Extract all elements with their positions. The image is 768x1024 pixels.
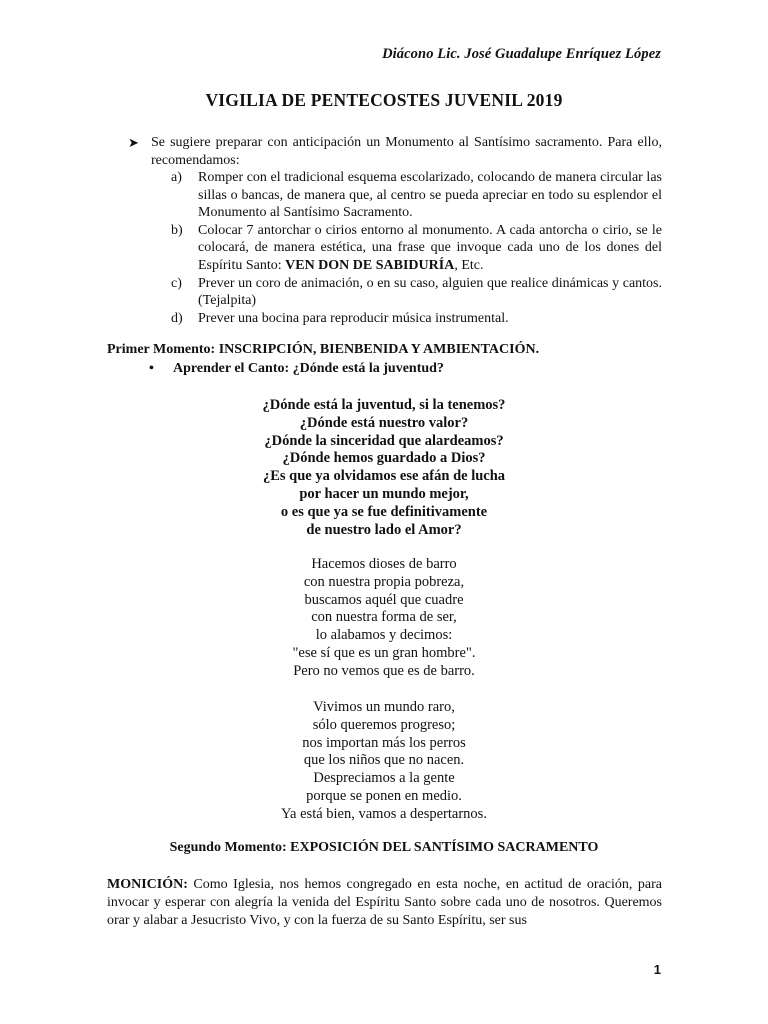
- list-item: [171, 275, 662, 310]
- list-item: [171, 310, 662, 328]
- song-line: porque se ponen en medio.: [306, 787, 462, 804]
- song-stanza-3: [0, 699, 768, 824]
- list-item-text: Prever una bocina para reproducir música instrumental.: [198, 310, 509, 326]
- moment-title: EXPOSICIÓN DEL SANTÍSIMO SACRAMENTO: [290, 840, 599, 855]
- song-line: Hacemos dioses de barro: [311, 556, 457, 572]
- song-line: Pero no vemos que es de barro.: [293, 662, 475, 679]
- list-item-text: Romper con el tradicional esquema escolarizado, colocando de manera circular las sillas o bancas, de manera que, al centro se pueda apreciar en todo su esplendor el Monumento al Santísimo Sacramento.: [198, 170, 662, 221]
- intro-text: Se sugiere preparar con anticipación un Monumento al Santísimo sacramento. Para ello, recomendamos:: [151, 135, 662, 168]
- list-marker: c): [171, 275, 182, 291]
- song-line: ¿Es que ya olvidamos ese afán de lucha: [262, 468, 506, 485]
- recommendation-list: [171, 169, 662, 327]
- song-line: con nuestra propia pobreza,: [303, 573, 465, 590]
- song-instruction-text: Aprender el Canto: ¿Dónde está la juventud?: [173, 361, 444, 376]
- song-line: ¿Dónde hemos guardado a Dios?: [282, 450, 486, 467]
- song-line: ¿Dónde está la juventud, si la tenemos?: [262, 397, 506, 413]
- monicion-text: Como Iglesia, nos hemos congregado en esta noche, en actitud de oración, para invocar y esperar con alegría la venida del Espíritu Santo sobre cada uno de nosotros. Queremos orar y alabar a Jesucristo Vivo, y con la fuerza de su Santo Espíritu, ser sus: [107, 877, 662, 929]
- moment-label: Primer Momento:: [107, 342, 219, 357]
- song-stanza-1: [0, 397, 768, 539]
- second-moment-heading: [0, 840, 768, 856]
- song-line: buscamos aquél que cuadre: [304, 591, 464, 608]
- song-line: ¿Dónde está nuestro valor?: [299, 414, 469, 431]
- document-title: VIGILIA DE PENTECOSTES JUVENIL 2019: [205, 90, 563, 110]
- arrow-bullet-icon: ➤: [128, 135, 139, 150]
- song-line: que los niños que no nacen.: [303, 752, 465, 769]
- song-line: sólo queremos progreso;: [312, 716, 456, 733]
- song-instruction: [149, 361, 444, 377]
- list-item-text: Colocar 7 antorchar o cirios entorno al monumento. A cada antorcha o cirio, se le colocará, de manera estética, una frase que invoque cada uno de los dones del Espíritu Santo:: [198, 222, 662, 273]
- first-moment-heading: [107, 342, 539, 358]
- header-author: Diácono Lic. José Guadalupe Enríquez López: [382, 46, 661, 62]
- song-line: "ese sí que es un gran hombre".: [292, 644, 476, 661]
- list-item: [171, 222, 662, 275]
- song-line: lo alabamos y decimos:: [315, 627, 453, 644]
- list-marker: d): [171, 310, 183, 326]
- moment-title: INSCRIPCIÓN, BIENBENIDA Y AMBIENTACIÓN.: [218, 342, 540, 357]
- moment-label: Segundo Momento:: [169, 840, 291, 855]
- list-item-text-end: , Etc.: [454, 257, 484, 273]
- song-line: o es que ya se fue definitivamente: [280, 503, 488, 520]
- list-marker: a): [171, 170, 182, 185]
- intro-paragraph: [128, 134, 662, 170]
- bullet-icon: •: [149, 361, 154, 376]
- list-marker: b): [171, 222, 183, 238]
- monicion-label: MONICIÓN:: [107, 877, 188, 892]
- page-number: 1: [653, 962, 661, 977]
- song-line: con nuestra forma de ser,: [311, 609, 457, 626]
- song-line: nos importan más los perros: [302, 734, 466, 751]
- list-item-emphasis: VEN DON DE SABIDURÍA: [285, 257, 455, 273]
- song-line: Vivimos un mundo raro,: [313, 699, 455, 715]
- list-item: [171, 169, 662, 222]
- monicion-paragraph: [107, 876, 662, 931]
- list-item-text: Prever un coro de animación, o en su caso, alguien que realice dinámicas y cantos. (Tejalpita): [198, 275, 662, 309]
- song-line: de nuestro lado el Amor?: [306, 521, 462, 538]
- song-stanza-2: [0, 556, 768, 681]
- song-line: Despreciamos a la gente: [313, 770, 455, 787]
- song-line: Ya está bien, vamos a despertarnos.: [281, 805, 487, 822]
- song-line: por hacer un mundo mejor,: [299, 485, 469, 502]
- song-line: ¿Dónde la sinceridad que alardeamos?: [264, 432, 504, 449]
